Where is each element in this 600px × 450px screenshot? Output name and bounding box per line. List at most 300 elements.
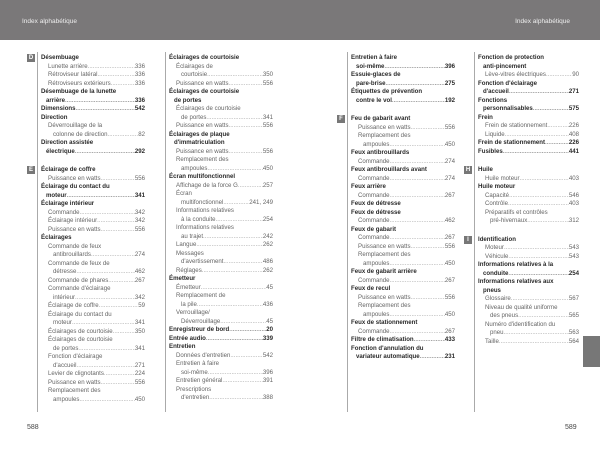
page-reference: 556 [262,147,273,155]
entry-line [48,71,145,80]
entry-line [358,217,455,226]
dot-leader [76,105,135,114]
page-reference: 292 [134,147,145,155]
index-heading [351,115,455,124]
entry-line [176,148,273,157]
entry-line [169,97,273,106]
page-reference: 542 [134,105,145,112]
entry-line [351,268,455,277]
entry-text: Éclairages [41,234,72,241]
page-reference: 450 [444,310,455,318]
index-heading [351,209,455,218]
entry-line [478,278,579,287]
entry-line [485,312,579,321]
page-reference: 45 [266,317,273,325]
page-reference: 241, 249 [249,198,273,206]
entry-line [176,216,273,225]
page-reference: 543 [568,244,579,251]
entry-line [485,175,579,184]
entry-text: Réglages [176,266,202,274]
page-reference: 336 [134,62,145,70]
dot-leader [111,80,135,89]
entry-line [351,336,455,345]
entry-text: Remplacement des [48,387,101,394]
entry-text: d'avertissement [181,258,224,265]
entry-text: Entrée audio [169,334,206,342]
header-title-left: Index alphabétique [22,18,77,25]
dot-leader [414,336,445,345]
header-title-right: Index alphabétique [515,18,570,25]
index-subentry [169,156,273,173]
entry-line [41,139,145,148]
index-letter-group [351,54,455,105]
entry-line [485,304,579,313]
index-subentry [169,122,273,131]
entry-line [176,156,273,165]
index-subentry [169,63,273,80]
dot-leader [511,295,569,304]
entry-line [351,226,455,235]
entry-text: Remplacement des [358,132,411,139]
entry-text: Essuie-glaces de [351,71,401,78]
entry-text: au trajet [181,232,204,240]
entry-line [48,387,145,396]
page-reference: 267 [444,191,455,199]
entry-text: Éclairages de courtoisie [48,327,113,335]
index-subentry [351,251,455,268]
entry-line [48,362,145,371]
dot-leader [509,88,569,97]
entry-line [48,251,145,260]
index-heading [478,114,579,123]
page-reference: 350 [262,71,273,78]
entry-line [351,71,455,80]
dot-leader [545,139,569,148]
index-subentry [41,243,145,260]
entry-line [358,294,455,303]
entry-line [176,122,273,131]
index-subentry [478,209,579,226]
index-subentry [169,386,273,403]
entry-text: intérieur [53,293,76,301]
entry-line [176,318,273,327]
page-header [0,0,600,40]
index-subentry [478,192,579,201]
dot-leader [390,192,445,201]
entry-text: Feu de gabarit avant [351,115,411,122]
index-heading [169,343,273,352]
index-heading [351,71,455,88]
page-reference: 275 [444,79,455,87]
dot-leader [75,294,135,303]
entry-text: Éclairages de courtoisie [169,54,240,61]
entry-line [48,122,145,131]
dot-leader [79,396,134,405]
dot-leader [527,217,569,226]
entry-line [485,217,579,226]
entry-line [478,166,579,175]
dot-leader [411,294,445,303]
page-reference: 59 [138,302,145,309]
entry-text: Feux de détresse [351,200,401,207]
index-subentry [478,304,579,321]
index-heading [41,114,145,123]
entry-text: de portes [53,344,79,352]
index-heading [169,54,273,63]
index-subentry [351,132,455,149]
entry-text: Langue [176,241,197,248]
entry-text: Fonction d'annulation du [351,344,424,352]
index-column-3 [339,54,455,362]
page-reference: 336 [134,71,145,78]
dot-leader [508,270,568,279]
index-subentry [169,105,273,122]
index-subentry [41,80,145,89]
index-subentry [41,175,145,184]
entry-text: Émetteur [176,283,201,291]
index-heading [169,326,273,335]
index-subentry [41,209,145,218]
dot-leader [392,97,445,106]
entry-text: multifonctionnel [181,198,224,206]
page-reference: 192 [444,96,455,104]
entry-text: Feux de gabarit [351,225,397,233]
entry-line [176,369,273,378]
entry-text: Verrouillage/ [176,309,210,316]
entry-text: Lunette arrière [48,62,88,70]
entry-line [48,63,145,72]
entry-text: Entretien [169,343,196,350]
entry-line [176,360,273,369]
entry-line [48,294,145,303]
index-subentry [478,338,579,347]
dot-leader [390,175,445,184]
dot-leader [216,216,263,225]
entry-line [176,71,273,80]
dot-leader [76,268,134,277]
page-reference: 462 [444,217,455,224]
entry-line [48,353,145,362]
entry-line [351,166,455,175]
letter-badge-h: H [465,167,471,173]
entry-text: Moteur [485,244,504,251]
dot-leader [505,131,569,140]
index-subentry [478,122,579,131]
entry-line [48,370,145,379]
entry-text: détresse [53,268,77,275]
entry-text: Feux arrière [351,183,386,190]
entry-text: ampoules [363,310,390,318]
index-subentry [351,175,455,184]
page-reference: 563 [568,329,579,336]
entry-text: moteur [46,191,67,199]
entry-line [351,200,455,209]
index-subentry [351,277,455,286]
entry-text: Puissance en watts [176,79,229,87]
entry-line [478,183,579,192]
entry-line [41,54,145,63]
dot-leader [101,226,135,235]
entry-line [485,295,579,304]
index-subentry [351,243,455,252]
entry-line [351,97,455,106]
entry-text: Contrôle [485,200,509,207]
entry-text: conduite [483,269,509,277]
dot-leader [547,122,569,131]
dot-leader [389,141,444,150]
entry-text: Huile moteur [478,183,516,190]
index-subentry [478,175,579,184]
entry-text: Rétroviseur latéral [48,71,98,78]
dot-leader [508,253,568,262]
entry-line [48,311,145,320]
page-reference: 450 [444,140,455,148]
dot-leader [499,338,569,347]
index-heading [41,105,145,114]
page-number-left: 588 [27,424,39,431]
entry-text: Prescriptions [176,385,212,393]
page-reference: 262 [262,241,273,248]
index-subentry [351,158,455,167]
index-subentry [351,217,455,226]
index-subentry [169,224,273,241]
entry-line [478,80,579,89]
entry-line [358,251,455,260]
entry-text: pneus [483,286,501,294]
entry-line [176,292,273,301]
dot-leader [229,326,266,335]
entry-text: Feux de gabarit arrière [351,268,417,275]
entry-line [176,284,273,293]
index-heading [478,261,579,278]
dot-leader [229,148,263,157]
entry-text: électrique [46,147,75,155]
index-heading [351,166,455,175]
entry-text: Informations relatives [176,224,234,231]
page-reference: 433 [444,336,455,343]
entry-line [176,258,273,267]
entry-text: de portes [181,113,207,121]
entry-text: Lève-vitres électriques [485,71,546,78]
entry-line [169,139,273,148]
entry-text: Filtre de climatisation [351,336,414,343]
entry-line [358,158,455,167]
entry-line [478,54,579,63]
column-divider [347,52,348,412]
index-subentry [41,285,145,302]
index-heading [41,200,145,209]
page-reference: 564 [568,337,579,345]
entry-line [176,377,273,386]
page-reference: 556 [262,79,273,87]
index-heading [41,88,145,105]
dot-leader [196,241,262,250]
entry-text: d'accueil [483,88,509,95]
entry-text: d'accueil [53,361,77,369]
entry-text: Commande de phares [48,276,109,284]
dot-leader [223,258,262,267]
dot-leader [389,311,444,320]
column-divider [474,52,475,412]
entry-line [48,277,145,286]
dot-leader [238,182,263,191]
index-subentry [169,377,273,386]
index-heading [351,319,455,328]
page-reference: 546 [568,191,579,199]
letter-badge-f: F [337,115,345,123]
entry-text: Huile moteur [485,174,520,182]
entry-text: Glossaire [485,295,511,302]
index-subentry [169,80,273,89]
page-reference: 312 [568,217,579,224]
entry-text: Liquide [485,130,505,138]
entry-text: Remplacement des [358,251,411,258]
entry-text: anti-pincement [483,62,527,70]
page-reference: 341 [134,191,145,199]
dot-leader [518,312,569,321]
index-heading [169,88,273,105]
entry-text: Entretien général [176,377,223,384]
entry-line [48,285,145,294]
entry-text: Déverrouillage [181,317,221,325]
entry-text: Commande de feux de [48,259,110,267]
entry-text: Puissance en watts [176,147,229,155]
page-reference: 339 [262,334,273,342]
entry-line [41,234,145,243]
page-reference: 556 [262,122,273,129]
entry-text: arrière [46,96,65,104]
index-subentry [41,302,145,311]
entry-text: Commande [358,234,390,241]
entry-line [485,244,579,253]
entry-text: Puissance en watts [176,122,229,129]
entry-text: Feux de recul [351,285,391,292]
page-reference: 450 [134,395,145,403]
entry-text: colonne de direction [53,130,108,138]
dot-leader [390,158,445,167]
entry-line [478,270,579,279]
entry-text: ampoules [53,395,80,403]
index-heading [478,183,579,192]
entry-text: Huile [478,166,493,173]
dot-leader [208,369,263,378]
entry-text: Informations relatives à la [478,261,554,268]
page-reference: 341 [134,344,145,352]
entry-line [351,285,455,294]
entry-line [351,80,455,89]
index-column-2 [169,54,273,403]
entry-text: Déverrouillage de la [48,122,103,129]
page-reference: 350 [134,327,145,335]
entry-line [169,343,273,352]
entry-line [478,236,579,245]
entry-line [358,124,455,133]
index-subentry [41,71,145,80]
page-reference: 336 [134,79,145,87]
entry-line [41,114,145,123]
index-subentry [478,321,579,338]
entry-text: Données d'entretien [176,351,231,359]
dot-leader [108,277,135,286]
entry-text: Levier de clignotants [48,370,104,377]
index-subentry [478,244,579,253]
dot-leader [533,105,569,114]
entry-line [48,217,145,226]
entry-line [48,319,145,328]
entry-text: à la conduite [181,215,216,223]
dot-leader [504,244,569,253]
entry-line [176,386,273,395]
index-subentry [169,284,273,293]
entry-line [176,241,273,250]
entry-line [169,54,273,63]
index-letter-group [28,166,145,404]
entry-line [41,200,145,209]
index-subentry [41,217,145,226]
index-subentry [169,190,273,207]
page-reference: 267 [444,327,455,335]
dot-leader [509,192,569,201]
page-reference: 391 [262,377,273,384]
index-heading [169,131,273,148]
entry-line [351,54,455,63]
page-reference: 556 [444,123,455,131]
index-subentry [351,124,455,133]
entry-text: Rétroviseurs extérieurs [48,79,111,87]
page-reference: 556 [444,242,455,250]
dot-leader [411,124,445,133]
index-subentry [41,260,145,277]
page-reference: 226 [568,122,579,129]
entry-line [351,63,455,72]
dot-leader [384,63,444,72]
dot-leader [503,148,569,157]
entry-line [485,209,579,218]
index-subentry [478,253,579,262]
page-reference: 486 [262,258,273,265]
entry-text: pneu [490,329,504,336]
dot-leader [420,353,445,362]
entry-text: Désembuage [41,54,79,61]
entry-line [176,233,273,242]
entry-line [48,80,145,89]
entry-line [478,88,579,97]
index-subentry [41,311,145,328]
index-heading [478,54,579,71]
entry-line [41,148,145,157]
entry-text: pare-brise [356,79,386,87]
page-reference: 271 [134,361,145,369]
index-heading [478,148,579,157]
dot-leader [113,328,135,337]
entry-text: Taille [485,337,499,345]
entry-text: des pneus [490,312,519,319]
entry-line [351,319,455,328]
entry-text: Commande [358,327,390,335]
entry-text: Enregistreur de bord [169,326,230,333]
dot-leader [202,267,263,276]
entry-line [485,192,579,201]
index-subentry [169,292,273,309]
letter-badge-i: I [464,236,472,244]
index-subentry [169,267,273,276]
entry-text: Puissance en watts [48,378,101,386]
index-heading [351,88,455,105]
index-heading [351,54,455,71]
entry-line [176,63,273,72]
entry-line [351,209,455,218]
entry-text: Puissance en watts [358,293,411,301]
